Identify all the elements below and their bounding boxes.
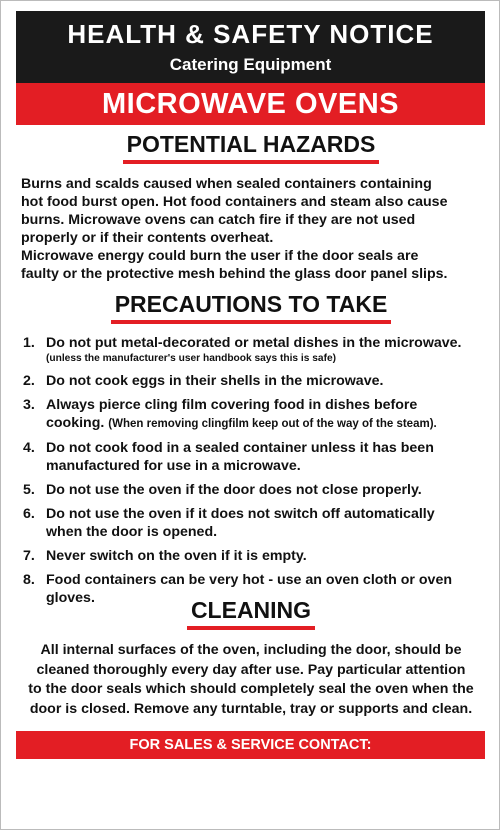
precaution-line: Food containers can be very hot - use an oven cloth or oven	[46, 572, 452, 588]
hazards-line: faulty or the protective mesh behind the glass door panel slips.	[21, 266, 448, 282]
precaution-number: 2.	[23, 373, 35, 389]
hazards-line: Microwave energy could burn the user if the door seals are	[21, 248, 419, 264]
precaution-number: 4.	[23, 440, 35, 456]
precaution-item	[23, 439, 485, 475]
precaution-item	[23, 481, 485, 499]
precaution-line: Do not use the oven if the door does not close properly.	[46, 482, 422, 498]
cleaning-line: door is closed. Remove any turntable, tray or supports and clean.	[29, 700, 473, 717]
precaution-note: (When removing clingfilm keep out of the way of the steam).	[108, 418, 437, 430]
precaution-line: gloves.	[46, 590, 95, 606]
precaution-line: Do not use the oven if it does not switch off automatically	[46, 506, 435, 522]
cleaning-paragraph	[13, 641, 489, 719]
precaution-line-with-note	[46, 414, 485, 433]
precaution-item	[23, 372, 485, 390]
precaution-number: 1.	[23, 335, 35, 351]
precaution-line: Never switch on the oven if it is empty.	[46, 548, 307, 564]
hazards-line: hot food burst open. Hot food containers and steam also cause	[21, 194, 448, 210]
precaution-line: manufactured for use in a microwave.	[46, 458, 301, 474]
precaution-item	[23, 396, 485, 433]
hazards-line: burns. Microwave ovens can catch fire if they are not used	[21, 212, 416, 228]
hazards-heading	[1, 131, 500, 164]
hazards-heading-text: POTENTIAL HAZARDS	[123, 131, 380, 164]
precaution-line: Do not put metal-decorated or metal dishes in the microwave.	[46, 335, 462, 351]
cleaning-line: All internal surfaces of the oven, including the door, should be	[40, 642, 462, 658]
precautions-heading	[1, 291, 500, 324]
precaution-note: (unless the manufacturer's user handbook says this is safe)	[46, 353, 337, 364]
precaution-number: 6.	[23, 506, 35, 522]
precaution-number: 7.	[23, 548, 35, 564]
notice-title: HEALTH & SAFETY NOTICE	[67, 19, 434, 49]
precaution-item	[23, 334, 485, 366]
precaution-number: 5.	[23, 482, 35, 498]
cleaning-line: cleaned thoroughly every day after use. Pay particular attention	[36, 661, 466, 678]
hazards-line: Burns and scalds caused when sealed containers containing	[21, 176, 432, 192]
hazards-paragraph	[21, 175, 483, 283]
cleaning-heading-text: CLEANING	[187, 597, 315, 630]
precaution-number: 8.	[23, 572, 35, 588]
precaution-item	[23, 505, 485, 541]
notice-subtitle: Catering Equipment	[169, 55, 332, 74]
precautions-heading-text: PRECAUTIONS TO TAKE	[111, 291, 392, 324]
precaution-number: 3.	[23, 397, 35, 413]
precaution-line: Always pierce cling film covering food in dishes before	[46, 397, 418, 413]
precaution-line: Do not cook food in a sealed container unless it has been	[46, 440, 434, 456]
precaution-line: cooking.	[46, 415, 105, 431]
precaution-item	[23, 547, 485, 565]
hazards-line: properly or if their contents overheat.	[21, 230, 274, 246]
precaution-line: Do not cook eggs in their shells in the microwave.	[46, 373, 384, 389]
precautions-list	[23, 334, 485, 613]
equipment-banner: MICROWAVE OVENS	[16, 83, 485, 125]
precaution-line: when the door is opened.	[46, 524, 218, 540]
header-band	[16, 11, 485, 83]
contact-band: FOR SALES & SERVICE CONTACT:	[16, 731, 485, 759]
cleaning-line: to the door seals which should completely seal the oven when the	[28, 681, 474, 697]
cleaning-heading	[1, 597, 500, 630]
